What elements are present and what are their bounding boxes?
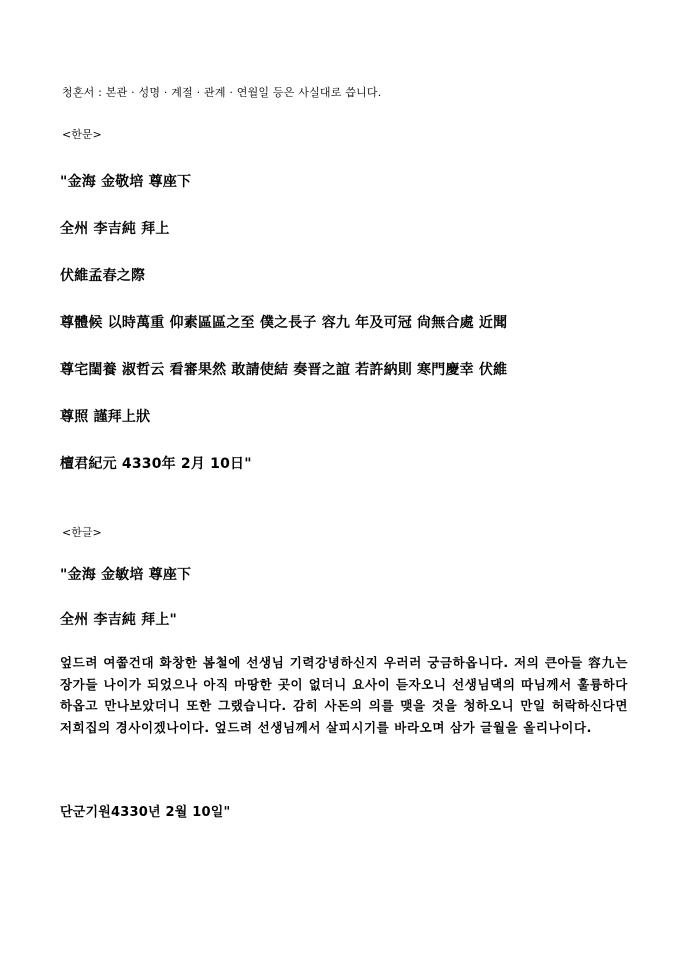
hanmun-label: <한문> <box>62 128 102 141</box>
instruction-note: 청혼서 : 본관 · 성명 · 계절 · 관계 · 연월일 등은 사실대로 씁니다. <box>62 86 382 99</box>
hangeul-date: 단군기원4330년 2월 10일" <box>60 805 231 820</box>
hanmun-date: 檀君紀元 4330年 2月 10日" <box>60 456 252 472</box>
hanmun-line-2: 全州 李吉純 拜上 <box>60 221 170 237</box>
hanmun-line-1: "金海 金敬培 尊座下 <box>60 174 192 190</box>
hanmun-line-4: 尊體候 以時萬重 仰素區區之至 僕之長子 容九 年及可冠 尙無合處 近聞 <box>60 315 508 331</box>
hangeul-line-1: "金海 金敏培 尊座下 <box>60 567 192 583</box>
hangeul-line-2: 全州 李吉純 拜上" <box>60 612 178 628</box>
hanmun-line-6: 尊照 謹拜上狀 <box>60 409 151 425</box>
hangeul-label: <한글> <box>62 526 102 539</box>
hanmun-line-5: 尊宅閨養 淑哲云 看審果然 敢請使結 奏晋之誼 若許納則 寒門慶幸 伏維 <box>60 362 508 378</box>
hanmun-line-3: 伏維孟春之際 <box>60 268 146 284</box>
letter-body-paragraph: 엎드려 여쭙건대 화창한 봄철에 선생님 기력강녕하신지 우러러 궁금하옵니다. 저의 큰아들 容九는 장가들 나이가 되었으나 아직 마땅한 곳이 없더니 요사이 듣자오니 선생님댁의 따님께서 훌륭하다 하옵고 만나보았더니 또한 그랬습니다. 감히 사돈의 의를 맺을 것을 청하오니 만일 허락하신다면 저희집의 경사이겠나이다. 엎드려 선생님께서 살피시기를 바라오며 삼가 글월을 올리나이다. <box>60 655 628 735</box>
